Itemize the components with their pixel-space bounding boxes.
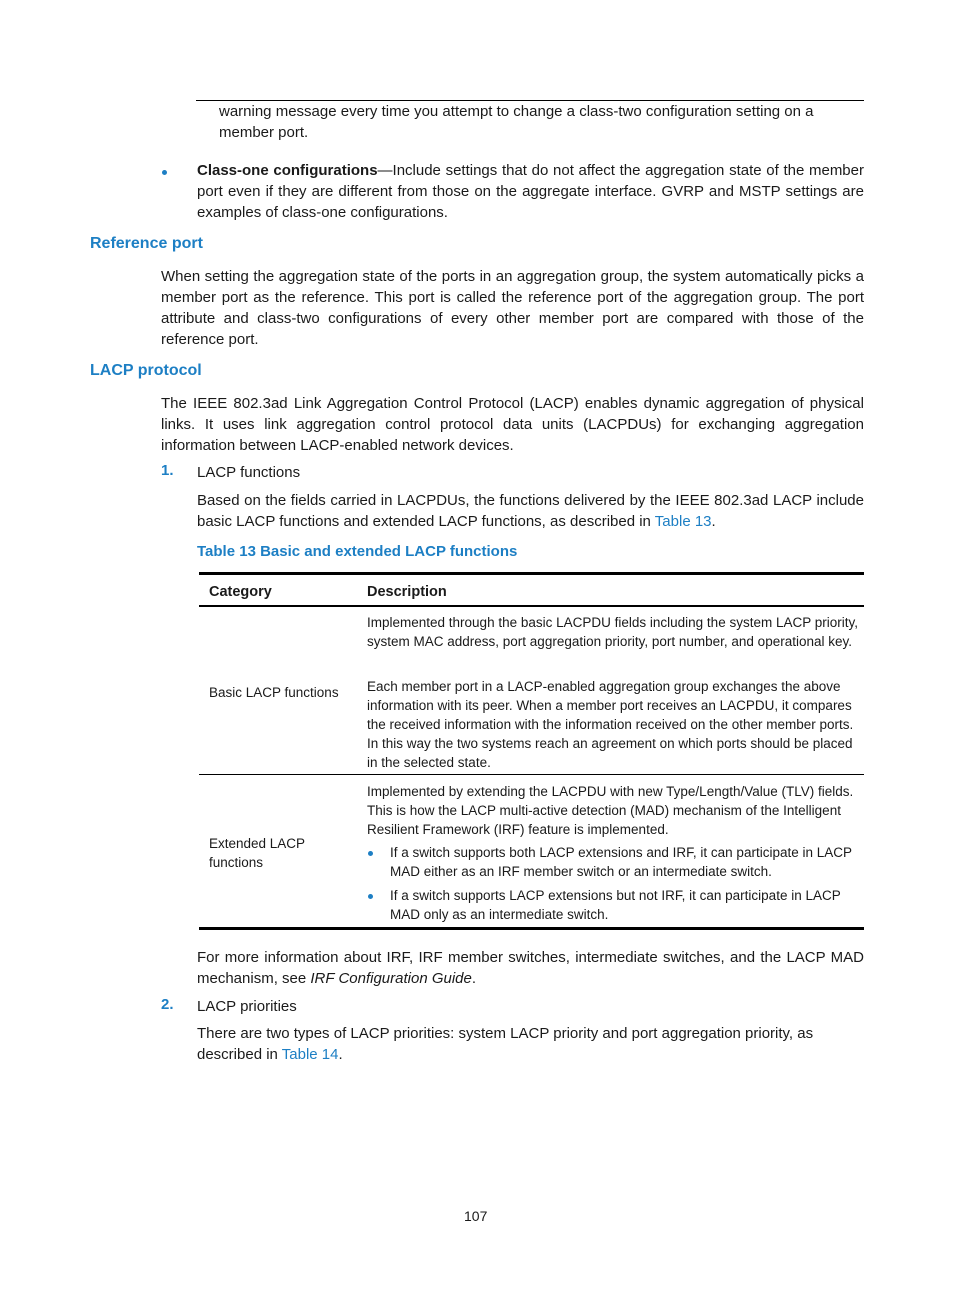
item2-text-after: . xyxy=(338,1046,343,1063)
row-divider xyxy=(199,774,864,775)
bullet-icon xyxy=(368,894,373,899)
note-continuation: warning message every time you attempt to change a class-two configuration setting on a member port. xyxy=(219,103,814,141)
table-bottom-rule xyxy=(199,927,864,930)
class-one-term: Class-one configurations xyxy=(197,162,378,179)
row2-bullet-2: If a switch supports LACP extensions but not IRF, it can participate in LACP MAD only as an intermediate switch. xyxy=(390,888,841,922)
item1-text-before: Based on the fields carried in LACPDUs, the functions delivered by the IEEE 802.3ad LACP include basic LACP functions and extended LACP functions, as described in xyxy=(197,492,864,530)
table-top-rule xyxy=(199,572,864,575)
table13-caption: Table 13 Basic and extended LACP functions xyxy=(197,543,518,560)
header-description: Description xyxy=(367,584,447,600)
item1-text-after: . xyxy=(711,513,716,530)
item1-number: 1. xyxy=(161,462,174,479)
item1-title: LACP functions xyxy=(197,464,301,481)
irf-note-before: For more information about IRF, IRF member switches, intermediate switches, and the LACP MAD mechanism, see xyxy=(197,949,864,987)
row1-desc-p2: Each member port in a LACP-enabled aggregation group exchanges the above information with its peer. When a member port receives an LACPDU, it compares the received information with the information received on the other member ports. In this way the two systems reach an agreement on which ports should be placed in the selected state. xyxy=(367,679,854,770)
item2-number: 2. xyxy=(161,996,174,1013)
lacp-protocol-heading: LACP protocol xyxy=(90,362,202,379)
item2-text-before: There are two types of LACP priorities: system LACP priority and port aggregation priority, as described in xyxy=(197,1025,814,1063)
class-one-paragraph xyxy=(197,160,864,223)
page-number: 107 xyxy=(464,1208,488,1224)
irf-guide-title: IRF Configuration Guide xyxy=(310,970,472,987)
irf-note xyxy=(197,947,864,989)
class-one-text: —Include settings that do not affect the aggregation state of the member port even if they are different from those on the aggregate interface. GVRP and MSTP settings are examples of class-one configurations. xyxy=(197,162,864,221)
item2-title: LACP priorities xyxy=(197,998,297,1015)
reference-port-text: When setting the aggregation state of the ports in an aggregation group, the system automatically picks a member port as the reference. This port is called the reference port of the aggregation group. The port attribute and class-two configurations of every other member port are compared with those of the reference port. xyxy=(161,268,864,348)
bullet-icon xyxy=(368,851,373,856)
bullet-icon xyxy=(162,170,167,175)
header-category: Category xyxy=(209,584,272,600)
row1-desc-p1: Implemented through the basic LACPDU fields including the system LACP priority, system MAC address, port aggregation priority, port number, and operational key. xyxy=(367,615,858,649)
header-rule xyxy=(199,605,864,607)
table14-link[interactable]: Table 14 xyxy=(281,1046,339,1063)
table13-link[interactable]: Table 13 xyxy=(654,513,712,530)
lacp-protocol-intro: The IEEE 802.3ad Link Aggregation Control Protocol (LACP) enables dynamic aggregation of physical links. It uses link aggregation control protocol data units (LACPDUs) for exchanging aggregation information between LACP-enabled network devices. xyxy=(161,395,864,454)
row1-category: Basic LACP functions xyxy=(209,685,339,700)
reference-port-heading: Reference port xyxy=(90,235,203,252)
row2-category: Extended LACP functions xyxy=(209,836,305,870)
row2-bullet-1: If a switch supports both LACP extensions and IRF, it can participate in LACP MAD either as an IRF member switch or an intermediate switch. xyxy=(390,845,852,879)
item1-text xyxy=(197,490,864,532)
item2-text xyxy=(197,1023,864,1065)
row2-desc-p1: Implemented by extending the LACPDU with new Type/Length/Value (TLV) fields. This is how the LACP multi-active detection (MAD) mechanism of the Intelligent Resilient Framework (IRF) feature is implemented. xyxy=(367,784,854,837)
irf-note-after: . xyxy=(471,970,477,987)
